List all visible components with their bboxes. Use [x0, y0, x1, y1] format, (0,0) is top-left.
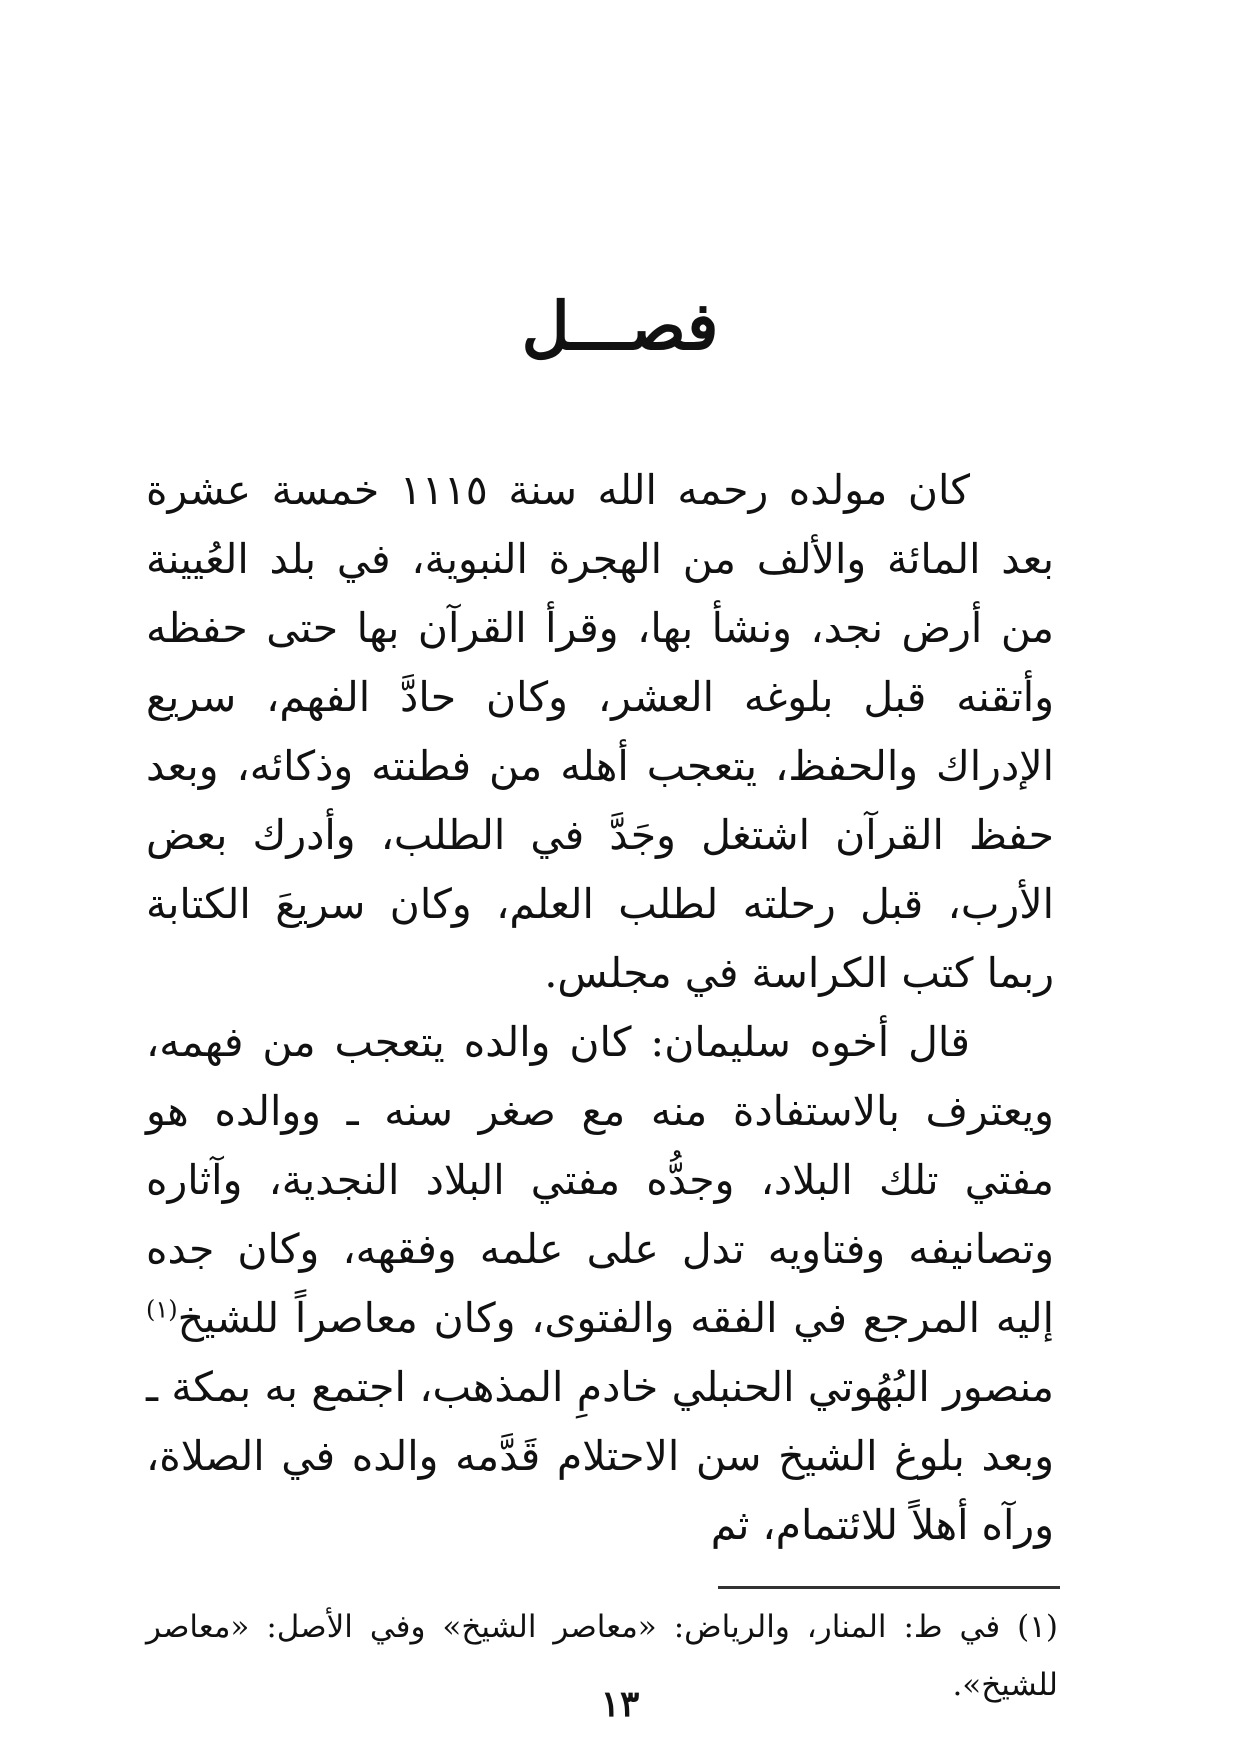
paragraph-2-part-2: منصور البُهُوتي الحنبلي خادمِ المذهب، اجتمع به بمكة ـ وبعد بلوغ الشيخ سن الاحتلام قَدَّمه والده في الصلاة، ورآه أهلاً للائتمام، ثم	[146, 1363, 1054, 1549]
footnote-separator	[718, 1586, 1060, 1589]
paragraph-2	[146, 1008, 1054, 1560]
paragraph-2-part-1: قال أخوه سليمان: كان والده يتعجب من فهمه، ويعترف بالاستفادة منه مع صغر سنه ـ ووالده هو مفتي تلك البلاد، وجدُّه مفتي البلاد النجدية، وآثاره وتصانيفه وفتاويه تدل على علمه وفقهه، وكان جده إليه المرجع في الفقه والفتوى، وكان معاصراً للشيخ	[146, 1018, 1054, 1342]
paragraph-1: كان مولده رحمه الله سنة ١١١٥ خمسة عشرة بعد المائة والألف من الهجرة النبوية، في بلد العُيينة من أرض نجد، ونشأ بها، وقرأ القرآن بها حتى حفظه وأتقنه قبل بلوغه العشر، وكان حادَّ الفهم، سريع الإدراك والحفظ، يتعجب أهله من فطنته وذكائه، وبعد حفظ القرآن اشتغل وجَدَّ في الطلب، وأدرك بعض الأرب، قبل رحلته لطلب العلم، وكان سريعَ الكتابة ربما كتب الكراسة في مجلس.	[146, 466, 1054, 997]
footnote-reference: (١)	[146, 1295, 178, 1324]
page-number: ١٣	[600, 1683, 640, 1725]
footnote: (١) في ط: المنار، والرياض: «معاصر الشيخ» وفي الأصل: «معاصر للشيخ».	[146, 1609, 1058, 1703]
main-text	[146, 456, 1054, 1560]
section-heading: فصـــل	[521, 287, 719, 365]
